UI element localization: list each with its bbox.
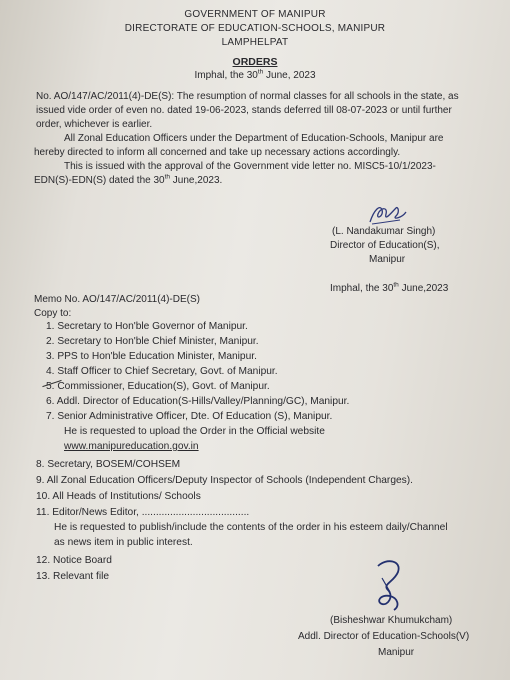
header-government: GOVERNMENT OF MANIPUR bbox=[184, 9, 326, 20]
list-item: 13. Relevant file bbox=[36, 571, 110, 582]
signatory2-designation: Addl. Director of Education-Schools(V) bbox=[298, 631, 470, 642]
order-text-line: order, whichever is earlier. bbox=[36, 119, 153, 130]
list-item: 9. All Zonal Education Officers/Deputy Inspector of Schools (Independent Charges). bbox=[36, 475, 413, 486]
header-location: LAMPHELPAT bbox=[221, 37, 289, 48]
memo-number: Memo No. AO/147/AC/2011(4)-DE(S) bbox=[34, 294, 200, 305]
website-link[interactable]: www.manipureducation.gov.in bbox=[64, 441, 199, 452]
list-item: 6. Addl. Director of Education(S-Hills/Valley/Planning/GC), Manipur. bbox=[46, 396, 350, 407]
list-item: 7. Senior Administrative Officer, Dte. Of Education (S), Manipur. bbox=[46, 411, 333, 422]
signatory2-place: Manipur bbox=[378, 647, 415, 658]
order-text-line: EDN(S)-EDN(S) dated the 30th June,2023. bbox=[34, 173, 223, 186]
signature-addl-director bbox=[368, 556, 414, 616]
copy-to-label: Copy to: bbox=[34, 308, 72, 319]
orders-title: ORDERS bbox=[232, 56, 278, 68]
order-text-line: This is issued with the approval of the Government vide letter no. MISC5-10/1/2023- bbox=[64, 161, 436, 172]
list-item-note: He is requested to publish/include the contents of the order in his esteem daily/Channel bbox=[54, 522, 448, 533]
list-item-note: He is requested to upload the Order in the Official website bbox=[64, 426, 325, 437]
memo-date: Imphal, the 30th June,2023 bbox=[330, 281, 449, 294]
list-item-note: as news item in public interest. bbox=[54, 537, 193, 548]
list-item: 2. Secretary to Hon'ble Chief Minister, Manipur. bbox=[46, 336, 259, 347]
signatory1-place: Manipur bbox=[369, 254, 406, 265]
signatory1-name: (L. Nandakumar Singh) bbox=[332, 226, 436, 237]
list-item: 1. Secretary to Hon'ble Governor of Manipur. bbox=[46, 321, 248, 332]
list-item: 12. Notice Board bbox=[36, 555, 112, 566]
list-item: 11. Editor/News Editor, ...................................... bbox=[36, 507, 250, 518]
list-item: 4. Staff Officer to Chief Secretary, Govt. of Manipur. bbox=[46, 366, 278, 377]
list-item: 3. PPS to Hon'ble Education Minister, Manipur. bbox=[46, 351, 257, 362]
header-directorate: DIRECTORATE OF EDUCATION-SCHOOLS, MANIPUR bbox=[124, 23, 386, 34]
list-item: 8. Secretary, BOSEM/COHSEM bbox=[36, 459, 181, 470]
signatory2-name: (Bisheshwar Khumukcham) bbox=[330, 615, 453, 626]
list-item: 10. All Heads of Institutions/ Schools bbox=[36, 491, 201, 502]
signatory1-designation: Director of Education(S), bbox=[330, 240, 440, 251]
signature-director bbox=[366, 200, 410, 228]
list-item: 5. Commissioner, Education(S), Govt. of Manipur. bbox=[46, 381, 270, 392]
order-text-line: hereby directed to inform all concerned and take up necessary actions accordingly. bbox=[34, 147, 401, 158]
orders-place-date: Imphal, the 30th June, 2023 bbox=[194, 68, 316, 81]
order-text-line: No. AO/147/AC/2011(4)-DE(S): The resumption of normal classes for all schools in the state, as bbox=[36, 91, 459, 102]
order-text-line: issued vide order of even no. dated 19-06-2023, stands deferred till 08-07-2023 or until further bbox=[36, 105, 452, 116]
order-text-line: All Zonal Education Officers under the Department of Education-Schools, Manipur are bbox=[64, 133, 444, 144]
